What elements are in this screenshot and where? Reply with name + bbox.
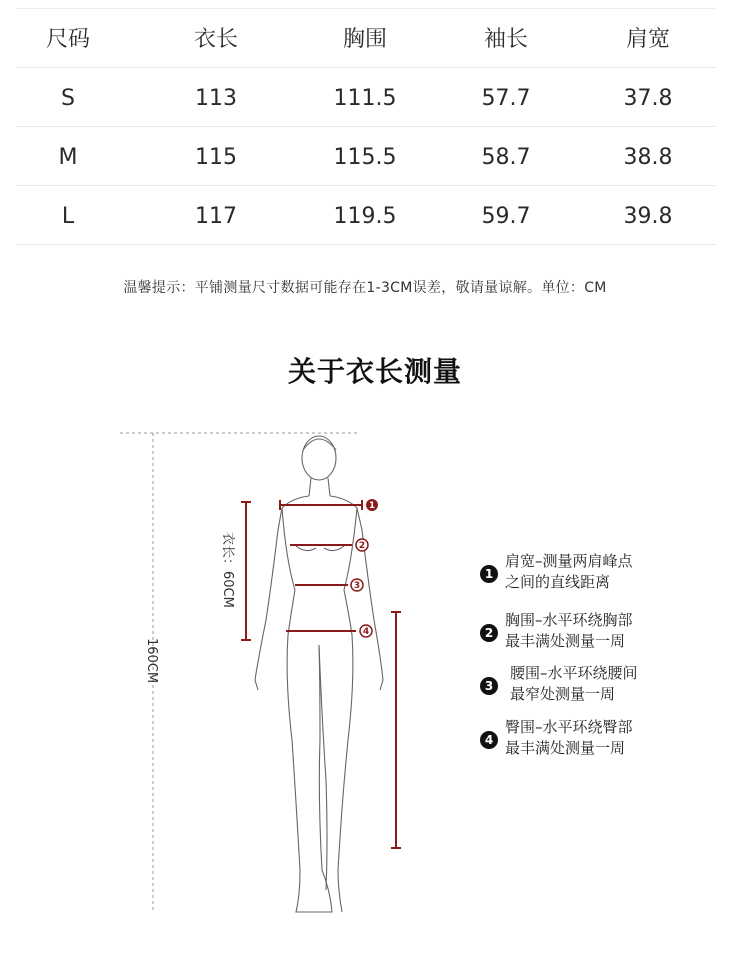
table-cell: 119.5 bbox=[333, 204, 397, 229]
body-figure bbox=[100, 420, 420, 930]
legend-line: 胸围–水平环绕胸部 bbox=[505, 611, 633, 629]
section-title: 关于衣长测量 bbox=[287, 355, 462, 388]
marker-3-label: 3 bbox=[353, 581, 361, 591]
table-cell: 58.7 bbox=[481, 145, 531, 170]
table-cell: 59.7 bbox=[481, 204, 531, 229]
number-2-icon: 2 bbox=[480, 624, 498, 642]
legend-text bbox=[505, 551, 633, 593]
body-sketch bbox=[100, 420, 420, 930]
table-header-row bbox=[16, 8, 716, 68]
legend-line: 腰围–水平环绕腰间 bbox=[510, 664, 638, 682]
legend-line: 臀围–水平环绕臀部 bbox=[505, 718, 633, 736]
legend-line: 最窄处测量一周 bbox=[510, 685, 616, 703]
table-cell: 117 bbox=[195, 204, 237, 229]
table-cell: 38.8 bbox=[623, 145, 673, 170]
number-1-icon: 1 bbox=[480, 565, 498, 583]
legend-text bbox=[505, 717, 633, 759]
marker-1-label: 1 bbox=[368, 501, 376, 511]
measurement-tip: 温馨提示：平铺测量尺寸数据可能存在1-3CM误差，敬请量谅解。单位：CM bbox=[123, 280, 607, 296]
table-cell: L bbox=[61, 204, 75, 229]
marker-2-label: 2 bbox=[358, 541, 366, 551]
legend-text bbox=[510, 663, 638, 705]
number-4-icon: 4 bbox=[480, 731, 498, 749]
marker-4-label: 4 bbox=[362, 627, 370, 637]
header-chest: 胸围 bbox=[342, 27, 388, 52]
table-cell: 113 bbox=[195, 86, 237, 111]
table-cell: 37.8 bbox=[623, 86, 673, 111]
legend-line: 肩宽–测量两肩峰点 bbox=[505, 552, 633, 570]
header-size: 尺码 bbox=[45, 27, 91, 52]
legend-text bbox=[505, 610, 633, 652]
header-shoulder: 肩宽 bbox=[625, 27, 671, 52]
header-length: 衣长 bbox=[193, 27, 239, 52]
table-row bbox=[16, 186, 716, 245]
table-cell: 115.5 bbox=[333, 145, 397, 170]
table-cell: 39.8 bbox=[623, 204, 673, 229]
table-row bbox=[16, 68, 716, 127]
legend-line: 最丰满处测量一周 bbox=[505, 632, 626, 650]
legend-line: 最丰满处测量一周 bbox=[505, 739, 626, 757]
legend-line: 之间的直线距离 bbox=[505, 573, 611, 591]
header-sleeve: 袖长 bbox=[483, 27, 529, 52]
table-cell: 115 bbox=[195, 145, 237, 170]
table-row bbox=[16, 127, 716, 186]
length-label: 衣长：60CM bbox=[220, 532, 235, 608]
size-table bbox=[16, 8, 716, 245]
table-cell: S bbox=[61, 86, 75, 111]
table-cell: M bbox=[58, 145, 78, 170]
height-label: 160CM bbox=[144, 638, 159, 684]
table-cell: 111.5 bbox=[333, 86, 397, 111]
number-3-icon: 3 bbox=[480, 677, 498, 695]
table-cell: 57.7 bbox=[481, 86, 531, 111]
